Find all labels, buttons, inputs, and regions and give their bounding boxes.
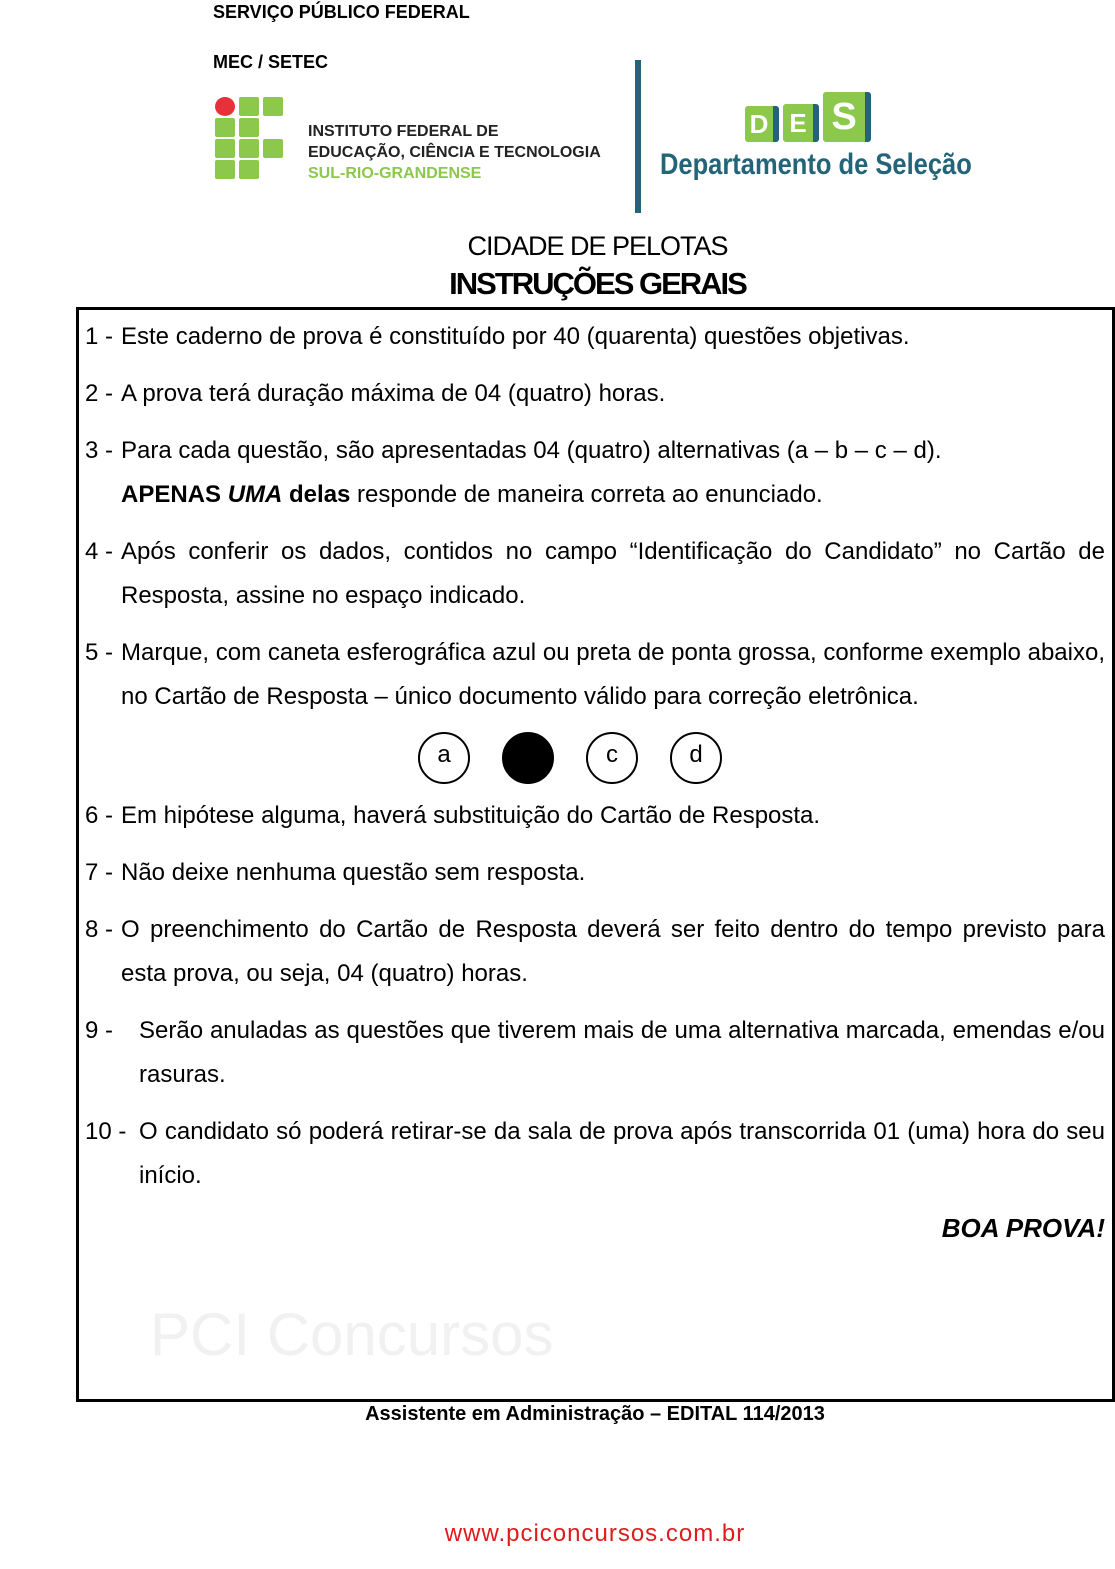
instruction-2: 2 - A prova terá duração máxima de 04 (quatro) horas. bbox=[85, 380, 666, 407]
bubble-a: a bbox=[418, 732, 470, 784]
divider bbox=[635, 60, 641, 213]
instruction-3: 3 - Para cada questão, são apresentadas 04 (quatro) alternativas (a – b – c – d). APENAS UMA delas responde de maneira correta ao enunciado. bbox=[85, 437, 942, 508]
des-logo: D E S bbox=[745, 92, 871, 142]
footer-exam-name: Assistente em Administração – EDITAL 114/2013 bbox=[365, 1403, 825, 1425]
header-ministry: MEC / SETEC bbox=[213, 52, 329, 72]
bubble-c: c bbox=[586, 732, 638, 784]
city: CIDADE DE PELOTAS bbox=[467, 231, 728, 261]
instruction-10: 10 - O candidato só poderá retirar-se da sala de prova após transcorrida 01 (uma) hora do seu início. bbox=[85, 1118, 1105, 1189]
source-link[interactable]: www.pciconcursos.com.br bbox=[444, 1520, 746, 1547]
instruction-8: 8 - O preenchimento do Cartão de Resposta deverá ser feito dentro do tempo previsto para esta prova, ou seja, 04 (quatro) horas. bbox=[85, 916, 1105, 987]
instruction-4: 4 - Após conferir os dados, contidos no campo “Identificação do Candidato” no Cartão de Resposta, assine no espaço indicado. bbox=[85, 538, 1105, 609]
closing-message: BOA PROVA! bbox=[941, 1213, 1105, 1243]
header-service: SERVIÇO PÚBLICO FEDERAL bbox=[213, 2, 470, 22]
answer-example bbox=[85, 732, 1105, 784]
institute-name: INSTITUTO FEDERAL DE EDUCAÇÃO, CIÊNCIA E TECNOLOGIA SUL-RIO-GRANDENSE bbox=[308, 123, 601, 182]
instruction-5: 5 - Marque, com caneta esferográfica azul ou preta de ponta grossa, conforme exemplo abaixo, no Cartão de Resposta – único documento válido para correção eletrônica. bbox=[85, 639, 1105, 710]
bubble-b-filled bbox=[502, 732, 554, 784]
page-title: INSTRUÇÕES GERAIS bbox=[449, 266, 746, 301]
department-name: Departamento de Seleção bbox=[660, 148, 972, 181]
watermark: PCI Concursos bbox=[150, 1301, 554, 1368]
instruction-1: 1 - Este caderno de prova é constituído por 40 (quarenta) questões objetivas. bbox=[85, 323, 910, 350]
bubble-d: d bbox=[670, 732, 722, 784]
if-logo-icon bbox=[215, 97, 285, 179]
instruction-9: 9 - Serão anuladas as questões que tiverem mais de uma alternativa marcada, emendas e/ou rasuras. bbox=[85, 1017, 1105, 1088]
instruction-6: 6 - Em hipótese alguma, haverá substituição do Cartão de Resposta. bbox=[85, 802, 821, 829]
instruction-7: 7 - Não deixe nenhuma questão sem resposta. bbox=[85, 859, 586, 886]
instructions-list bbox=[85, 315, 1105, 1245]
